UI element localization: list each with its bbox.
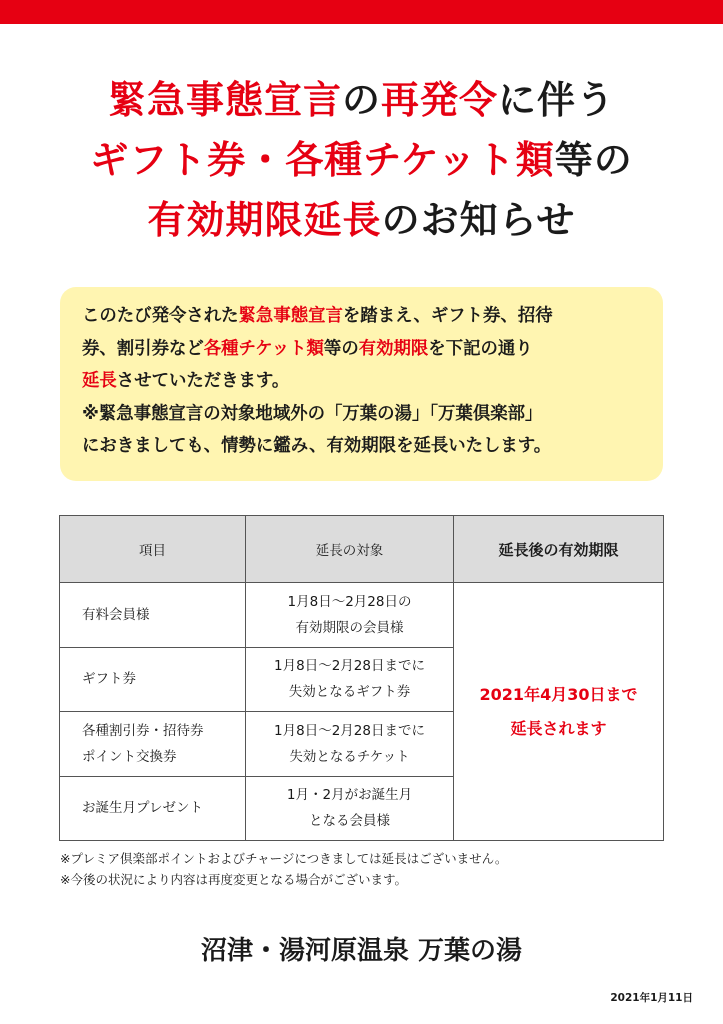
text-segment: 券、割引券など (82, 338, 204, 359)
row-target-cell (246, 776, 454, 841)
highlight-text: 各種チケット類 (203, 338, 324, 359)
row-target-cell (246, 647, 454, 712)
row-target-cell (246, 583, 454, 648)
text-segment: を下記の通り (428, 338, 533, 359)
row-item-text: 有料会員様 (82, 606, 150, 623)
text-segment: におきましても、情勢に鑑み、有効期限を延長いたします。 (82, 436, 552, 456)
row-target-cell (246, 712, 454, 777)
footnote: ※プレミア倶楽部ポイントおよびチャージにつきましては延長はございません。 (60, 851, 508, 866)
row-item-text: 各種割引券・招待券 (82, 722, 204, 739)
highlight-text: 有効期限延長 (147, 198, 382, 242)
footnotes (60, 848, 507, 890)
row-target-text: 1月8日～2月28日までに (274, 658, 425, 675)
text-segment: のお知らせ (381, 198, 576, 242)
row-target-text: 有効期限の会員様 (295, 619, 404, 636)
notice-line-4 (82, 398, 643, 431)
highlight-text: 再発令 (381, 78, 499, 122)
issue-date: 2021年1月11日 (610, 992, 693, 1004)
top-red-bar (0, 0, 723, 24)
row-item-cell (60, 712, 246, 777)
title-line-2 (0, 130, 723, 190)
notice-line-2 (82, 333, 643, 366)
text-segment: ※緊急事態宣言の対象地域外の「万葉の湯」「万葉倶楽部」 (82, 403, 543, 424)
row-item-text: ポイント交換券 (82, 748, 177, 765)
text-segment: の (341, 78, 381, 122)
row-item-cell (60, 583, 246, 648)
table-row (60, 583, 664, 648)
notice-line-5 (82, 430, 643, 463)
notice-line-3 (82, 365, 643, 398)
notice-line-1 (82, 300, 643, 333)
text-segment: を踏まえ、ギフト券、招待 (342, 306, 553, 326)
text-segment: に伴う (498, 78, 616, 122)
facility-name: 沼津・湯河原温泉 万葉の湯 (200, 936, 523, 966)
extension-table-container (59, 515, 663, 841)
highlight-text: ギフト券・各種チケット類 (90, 138, 555, 182)
highlight-text: 緊急事態宣言 (107, 78, 342, 122)
text-segment: 等の (554, 138, 633, 182)
text-segment: させていただきます。 (116, 371, 290, 391)
extended-period-cell (454, 583, 664, 841)
header-item: 項目 (60, 516, 246, 583)
text-segment: 等の (323, 338, 359, 359)
header-target: 延長の対象 (246, 516, 454, 583)
row-target-text: 1月8日～2月28日までに (274, 722, 425, 739)
extension-table (59, 515, 664, 841)
row-target-text: 失効となるチケット (289, 748, 410, 765)
row-target-text: となる会員様 (309, 813, 390, 830)
extended-period-date: 2021年4月30日まで (479, 684, 638, 704)
row-target-text: 失効となるギフト券 (288, 684, 411, 701)
page-title (0, 70, 723, 250)
table-header-row (60, 516, 664, 583)
footnote: ※今後の状況により内容は再度変更となる場合がございます。 (60, 872, 407, 887)
title-line-3 (0, 190, 723, 250)
row-item-text: ギフト券 (82, 671, 136, 688)
row-target-text: 1月8日～2月28日の (287, 593, 412, 610)
row-target-text: 1月・2月がお誕生月 (286, 787, 413, 804)
highlight-text: 延長 (82, 371, 117, 391)
notice-box (60, 287, 663, 481)
row-item-cell (60, 647, 246, 712)
row-item-cell (60, 776, 246, 841)
highlight-text: 緊急事態宣言 (238, 306, 343, 326)
extended-period-text: 延長されます (510, 718, 607, 738)
title-line-1 (0, 70, 723, 130)
row-item-text: お誕生月プレゼント (82, 800, 203, 817)
highlight-text: 有効期限 (358, 338, 429, 359)
header-period: 延長後の有効期限 (454, 516, 664, 583)
text-segment: このたび発令された (82, 306, 239, 326)
